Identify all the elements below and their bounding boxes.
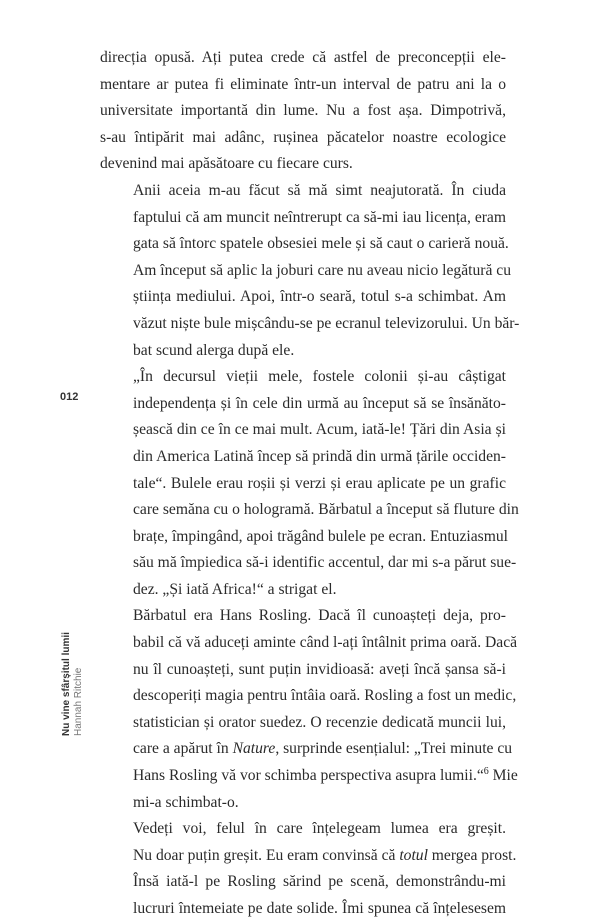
text-line: „În decursul vieții mele, fostele colonii și-au câștigat [133,368,506,386]
text-line: brațe, împingând, apoi trăgând bulele pe ecran. Entuziasmul [133,527,508,545]
text-line: devenind mai apăsătoare cu fiecare curs. [100,155,353,173]
text-line: Însă iată-l pe Rosling sărind pe scenă, demonstrându-mi [133,873,506,891]
paragraph [100,178,520,364]
text-line: mi-a schimbat-o. [133,793,239,811]
text-line [100,763,518,790]
text-run: Mie [488,767,518,785]
page-number: 012 [60,391,79,403]
text-line [100,736,513,763]
text-line: bat scund alerga după ele. [133,341,295,359]
footnote-marker: 6 [483,765,489,777]
text-line: Bărbatul era Hans Rosling. Dacă îl cunoașteți deja, pro- [133,607,506,625]
text-line: tale“. Bulele erau roșii și verzi și erau aplicate pe un grafic [133,474,506,492]
text-line: s-au întipărit mai adânc, rușinea păcatelor noastre ecologice [100,128,506,146]
text-line: babil că vă aduceți aminte când l-ați întâlnit prima oară. Dacă [133,634,518,652]
text-line: statistician și orator suedez. O recenzie dedicată muncii lui, [133,713,506,731]
paragraph [100,364,519,603]
paragraph [100,816,517,922]
text-line: universitate importantă din lume. Nu a fost așa. Dimpotrivă, [100,102,506,120]
text-line: Vedeți voi, felul în care înțelegeam lumea era greșit. [133,820,506,838]
text-line [100,843,517,870]
text-line: gata să întorc spatele obsesiei mele și să caut o carieră nouă. [133,235,509,253]
text-run: care a apărut în [133,740,233,758]
journal-title: Nature [232,740,276,758]
emphasis: totul [399,846,428,864]
text-line: descoperiți magia pentru întâia oară. Rosling a fost un medic, [133,687,517,705]
body-text [100,45,520,923]
text-line: văzut niște bule mișcându-se pe ecranul televizorului. Un băr- [133,314,520,332]
text-line: nu îl cunoașteți, sunt puțin invidioasă: aveți încă șansa să-i [133,660,506,678]
text-line: din America Latină încep să prindă din urmă țările occiden- [133,447,506,465]
text-line: faptului că am muncit neîntrerupt ca să-mi iau licența, eram [133,208,506,226]
text-line: său mă împiedica să-i identific accentul, dar mi s-a părut sue- [133,554,517,572]
text-run: Nu doar puțin greșit. Eu eram convinsă că [133,846,400,864]
text-line: știința mediului. Apoi, într-o seară, totul s-a schimbat. Am [133,288,506,306]
text-line: independența și în cele din urmă au început să se însănăto- [133,394,506,412]
text-line: care semăna cu o hologramă. Bărbatul a început să fluture din [133,501,519,519]
book-author: Hannah Ritchie [73,667,84,736]
text-line: Anii aceia m-au făcut să mă simt neajutorată. În ciuda [133,181,506,199]
text-line: șească din ce în ce mai mult. Acum, iată-le! Țări din Asia și [133,421,506,439]
text-line: mentare ar putea fi eliminate într-un interval de patru ani la o [100,75,506,93]
running-title [61,632,85,736]
text-run: Hans Rosling vă vor schimba perspectiva asupra lumii.“ [133,767,484,785]
text-line: Am început să aplic la joburi care nu aveau nicio legătură cu [133,261,511,279]
book-title: Nu vine sfârșitul lumii [61,632,72,736]
text-run: mergea prost. [427,846,517,864]
text-run: , surprinde esențialul: „Trei minute cu [275,740,513,758]
text-line: lucruri întemeiate pe date solide. Îmi spunea că înțelesesem [133,900,506,917]
paragraph [100,603,518,816]
paragraph [100,45,506,178]
text-line: direcția opusă. Ați putea crede că astfel de preconcepții ele- [100,49,506,66]
text-line: dez. „Și iată Africa!“ a strigat el. [133,580,337,598]
